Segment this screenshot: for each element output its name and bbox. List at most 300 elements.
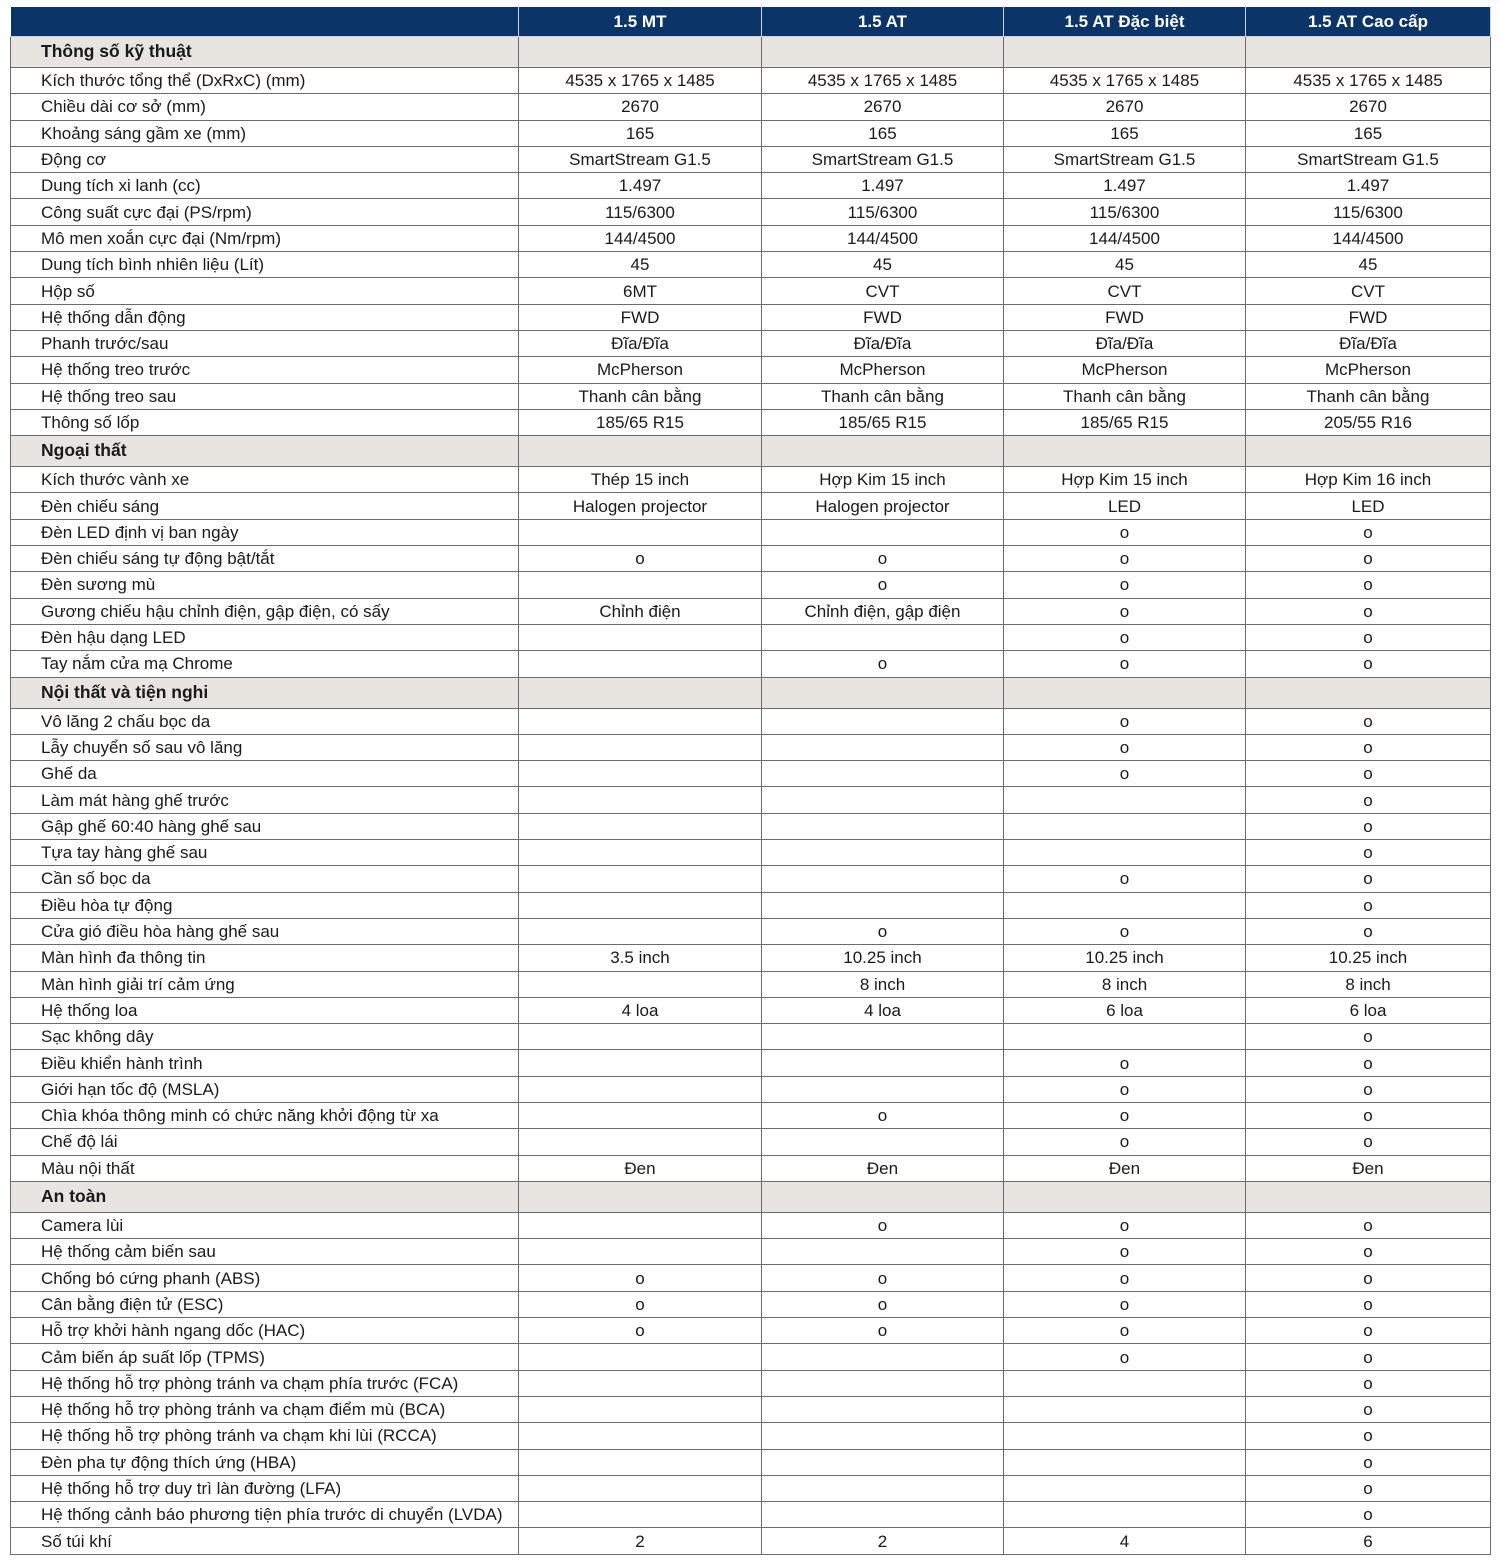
feature-available-mark: o (519, 1291, 762, 1317)
row-value: 165 (1246, 120, 1491, 146)
table-row (11, 761, 1491, 787)
feature-available-mark: o (1004, 1050, 1246, 1076)
table-row (11, 598, 1491, 624)
row-value (519, 734, 762, 760)
row-value (519, 1076, 762, 1102)
row-label: Phanh trước/sau (11, 330, 519, 356)
table-row (11, 68, 1491, 94)
feature-available-mark: o (1246, 1239, 1491, 1265)
section-blank-cell (1004, 677, 1246, 708)
row-label: Cảm biến áp suất lốp (TPMS) (11, 1344, 519, 1370)
row-value: LED (1246, 493, 1491, 519)
feature-available-mark: o (1246, 787, 1491, 813)
row-value: 45 (519, 252, 762, 278)
feature-available-mark: o (1246, 1344, 1491, 1370)
feature-available-mark: o (1004, 1129, 1246, 1155)
row-label: Chống bó cứng phanh (ABS) (11, 1265, 519, 1291)
row-value: Đĩa/Đĩa (762, 330, 1004, 356)
feature-available-mark: o (1004, 918, 1246, 944)
row-label: Camera lùi (11, 1212, 519, 1238)
row-value: 8 inch (1004, 971, 1246, 997)
row-value (1004, 1370, 1246, 1396)
feature-available-mark: o (1246, 1212, 1491, 1238)
row-value (762, 1050, 1004, 1076)
table-row (11, 519, 1491, 545)
row-value (519, 708, 762, 734)
row-label: Cân bằng điện tử (ESC) (11, 1291, 519, 1317)
feature-available-mark: o (1246, 1370, 1491, 1396)
row-value: 144/4500 (1004, 225, 1246, 251)
row-value (762, 813, 1004, 839)
row-value (519, 918, 762, 944)
row-label: Dung tích bình nhiên liệu (Lít) (11, 252, 519, 278)
row-value (762, 866, 1004, 892)
row-value: CVT (762, 278, 1004, 304)
feature-available-mark: o (762, 1291, 1004, 1317)
feature-available-mark: o (1246, 892, 1491, 918)
row-value: 165 (519, 120, 762, 146)
row-value: McPherson (519, 357, 762, 383)
row-value: 8 inch (762, 971, 1004, 997)
row-value: 8 inch (1246, 971, 1491, 997)
section-header-row (11, 37, 1491, 68)
row-value: 1.497 (762, 173, 1004, 199)
row-value (519, 892, 762, 918)
row-label: Màn hình đa thông tin (11, 945, 519, 971)
row-value: 45 (762, 252, 1004, 278)
row-value (762, 1370, 1004, 1396)
table-row (11, 1050, 1491, 1076)
feature-available-mark: o (1246, 1291, 1491, 1317)
row-value: Thanh cân bằng (1004, 383, 1246, 409)
table-row (11, 971, 1491, 997)
row-label: Giới hạn tốc độ (MSLA) (11, 1076, 519, 1102)
feature-available-mark: o (1246, 624, 1491, 650)
row-value: Thanh cân bằng (1246, 383, 1491, 409)
row-value (762, 1129, 1004, 1155)
header-row (11, 7, 1491, 37)
table-row (11, 1155, 1491, 1181)
row-value: McPherson (1246, 357, 1491, 383)
row-label: Cần số bọc da (11, 866, 519, 892)
row-value: 6 (1246, 1528, 1491, 1554)
spec-comparison-table (10, 7, 1491, 1555)
row-value: 115/6300 (519, 199, 762, 225)
table-row (11, 199, 1491, 225)
table-row (11, 624, 1491, 650)
table-row (11, 866, 1491, 892)
row-value (1004, 1423, 1246, 1449)
table-row (11, 997, 1491, 1023)
header-variant-1-5-at-dac-biet: 1.5 AT Đặc biệt (1004, 7, 1246, 37)
header-variant-1-5-at: 1.5 AT (762, 7, 1004, 37)
row-value (762, 734, 1004, 760)
row-value: 115/6300 (762, 199, 1004, 225)
table-row (11, 945, 1491, 971)
row-value (519, 1475, 762, 1501)
table-row (11, 252, 1491, 278)
row-value: FWD (762, 304, 1004, 330)
row-value (519, 813, 762, 839)
table-row (11, 1449, 1491, 1475)
feature-available-mark: o (1246, 840, 1491, 866)
section-blank-cell (1246, 37, 1491, 68)
row-label: Hệ thống hỗ trợ phòng tránh va chạm khi lùi (RCCA) (11, 1423, 519, 1449)
row-value: 144/4500 (1246, 225, 1491, 251)
row-value (1004, 1449, 1246, 1475)
row-value: SmartStream G1.5 (762, 146, 1004, 172)
table-row (11, 1129, 1491, 1155)
table-row (11, 467, 1491, 493)
row-value: 144/4500 (519, 225, 762, 251)
row-value: 165 (762, 120, 1004, 146)
row-value: LED (1004, 493, 1246, 519)
row-label: Chìa khóa thông minh có chức năng khởi động từ xa (11, 1102, 519, 1128)
row-value (762, 708, 1004, 734)
row-value: 4535 x 1765 x 1485 (1004, 68, 1246, 94)
row-value (519, 1024, 762, 1050)
table-row (11, 1102, 1491, 1128)
table-row (11, 787, 1491, 813)
table-row (11, 918, 1491, 944)
row-value: 3.5 inch (519, 945, 762, 971)
feature-available-mark: o (1004, 519, 1246, 545)
feature-available-mark: o (519, 546, 762, 572)
row-value (519, 1129, 762, 1155)
table-row (11, 304, 1491, 330)
table-row (11, 1502, 1491, 1528)
row-value (519, 624, 762, 650)
row-label: Hệ thống cảm biến sau (11, 1239, 519, 1265)
row-label: Mô men xoắn cực đại (Nm/rpm) (11, 225, 519, 251)
table-row (11, 330, 1491, 356)
row-label: Cửa gió điều hòa hàng ghế sau (11, 918, 519, 944)
row-value: 4535 x 1765 x 1485 (1246, 68, 1491, 94)
table-row (11, 1024, 1491, 1050)
row-value (762, 761, 1004, 787)
row-label: Điều hòa tự động (11, 892, 519, 918)
row-value: Hợp Kim 16 inch (1246, 467, 1491, 493)
table-row (11, 120, 1491, 146)
row-value: Hợp Kim 15 inch (762, 467, 1004, 493)
section-blank-cell (1246, 436, 1491, 467)
feature-available-mark: o (1246, 813, 1491, 839)
row-label: Động cơ (11, 146, 519, 172)
row-label: Hệ thống cảnh báo phương tiện phía trước di chuyển (LVDA) (11, 1502, 519, 1528)
feature-available-mark: o (1246, 708, 1491, 734)
feature-available-mark: o (762, 918, 1004, 944)
feature-available-mark: o (1246, 1423, 1491, 1449)
table-row (11, 840, 1491, 866)
row-value (1004, 1475, 1246, 1501)
feature-available-mark: o (762, 651, 1004, 677)
row-value: SmartStream G1.5 (1004, 146, 1246, 172)
feature-available-mark: o (1246, 1024, 1491, 1050)
row-value: 4535 x 1765 x 1485 (762, 68, 1004, 94)
table-row (11, 1370, 1491, 1396)
feature-available-mark: o (1246, 572, 1491, 598)
table-row (11, 813, 1491, 839)
section-blank-cell (519, 436, 762, 467)
feature-available-mark: o (1004, 1265, 1246, 1291)
feature-available-mark: o (1004, 1344, 1246, 1370)
row-label: Dung tích xi lanh (cc) (11, 173, 519, 199)
row-value: Thanh cân bằng (762, 383, 1004, 409)
feature-available-mark: o (1246, 734, 1491, 760)
row-value (519, 840, 762, 866)
table-row (11, 1291, 1491, 1317)
row-value: 165 (1004, 120, 1246, 146)
feature-available-mark: o (1246, 866, 1491, 892)
section-blank-cell (519, 37, 762, 68)
row-value: 2670 (1004, 94, 1246, 120)
section-title: Nội thất và tiện nghi (11, 677, 519, 708)
feature-available-mark: o (1246, 1102, 1491, 1128)
row-label: Đèn hậu dạng LED (11, 624, 519, 650)
row-value: 2670 (1246, 94, 1491, 120)
row-value: 2670 (762, 94, 1004, 120)
row-value (1004, 813, 1246, 839)
row-label: Tựa tay hàng ghế sau (11, 840, 519, 866)
feature-available-mark: o (1004, 1318, 1246, 1344)
row-value: Đĩa/Đĩa (519, 330, 762, 356)
row-value: 45 (1004, 252, 1246, 278)
table-row (11, 225, 1491, 251)
feature-available-mark: o (1246, 1129, 1491, 1155)
feature-available-mark: o (1246, 651, 1491, 677)
row-label: Gương chiếu hậu chỉnh điện, gập điện, có sấy (11, 598, 519, 624)
row-value: 185/65 R15 (1004, 409, 1246, 435)
row-value (519, 1449, 762, 1475)
row-label: Ghế da (11, 761, 519, 787)
table-row (11, 1344, 1491, 1370)
row-value: 45 (1246, 252, 1491, 278)
table-row (11, 173, 1491, 199)
row-value: Đen (519, 1155, 762, 1181)
header-variant-1-5-mt: 1.5 MT (519, 7, 762, 37)
row-value (762, 1024, 1004, 1050)
table-row (11, 383, 1491, 409)
row-value: 1.497 (1004, 173, 1246, 199)
row-value (762, 1076, 1004, 1102)
row-label: Hộp số (11, 278, 519, 304)
row-value: FWD (1004, 304, 1246, 330)
feature-available-mark: o (1004, 598, 1246, 624)
row-value: 2 (762, 1528, 1004, 1554)
row-value: 10.25 inch (1246, 945, 1491, 971)
table-row (11, 1475, 1491, 1501)
row-label: Hệ thống treo trước (11, 357, 519, 383)
section-header-row (11, 677, 1491, 708)
row-value: 2 (519, 1528, 762, 1554)
table-row (11, 734, 1491, 760)
row-value (1004, 840, 1246, 866)
row-value: FWD (1246, 304, 1491, 330)
row-label: Sạc không dây (11, 1024, 519, 1050)
section-title: An toàn (11, 1181, 519, 1212)
row-label: Đèn sương mù (11, 572, 519, 598)
feature-available-mark: o (1246, 546, 1491, 572)
row-label: Hệ thống hỗ trợ phòng tránh va chạm điểm mù (BCA) (11, 1396, 519, 1422)
section-blank-cell (762, 37, 1004, 68)
section-blank-cell (1004, 1181, 1246, 1212)
row-value: 185/65 R15 (762, 409, 1004, 435)
table-row (11, 94, 1491, 120)
row-value (519, 651, 762, 677)
feature-available-mark: o (1004, 761, 1246, 787)
row-value: Đen (1004, 1155, 1246, 1181)
row-label: Chiều dài cơ sở (mm) (11, 94, 519, 120)
feature-available-mark: o (762, 1318, 1004, 1344)
section-header-row (11, 436, 1491, 467)
feature-available-mark: o (1004, 1076, 1246, 1102)
feature-available-mark: o (1246, 1265, 1491, 1291)
feature-available-mark: o (1246, 519, 1491, 545)
row-label: Màn hình giải trí cảm ứng (11, 971, 519, 997)
section-blank-cell (1246, 677, 1491, 708)
row-value (519, 866, 762, 892)
feature-available-mark: o (762, 572, 1004, 598)
row-value (762, 1502, 1004, 1528)
row-value: 1.497 (1246, 173, 1491, 199)
table-row (11, 409, 1491, 435)
row-label: Đèn chiếu sáng tự động bật/tắt (11, 546, 519, 572)
row-label: Đèn pha tự động thích ứng (HBA) (11, 1449, 519, 1475)
feature-available-mark: o (1246, 598, 1491, 624)
row-value (519, 1370, 762, 1396)
row-label: Chế độ lái (11, 1129, 519, 1155)
row-label: Vô lăng 2 chấu bọc da (11, 708, 519, 734)
row-value: 10.25 inch (1004, 945, 1246, 971)
row-value (762, 892, 1004, 918)
row-label: Khoảng sáng gầm xe (mm) (11, 120, 519, 146)
row-value (519, 971, 762, 997)
feature-available-mark: o (1246, 1076, 1491, 1102)
row-value: 4 (1004, 1528, 1246, 1554)
row-label: Màu nội thất (11, 1155, 519, 1181)
table-row (11, 278, 1491, 304)
row-value: Chỉnh điện, gập điện (762, 598, 1004, 624)
section-blank-cell (519, 677, 762, 708)
row-value (519, 1502, 762, 1528)
row-value (762, 840, 1004, 866)
row-value: Thanh cân bằng (519, 383, 762, 409)
row-value: 6 loa (1004, 997, 1246, 1023)
table-row (11, 892, 1491, 918)
row-value: CVT (1004, 278, 1246, 304)
feature-available-mark: o (1246, 1050, 1491, 1076)
row-label: Số túi khí (11, 1528, 519, 1554)
row-value (519, 787, 762, 813)
row-value: 115/6300 (1246, 199, 1491, 225)
row-value: Thép 15 inch (519, 467, 762, 493)
feature-available-mark: o (519, 1265, 762, 1291)
row-value (519, 519, 762, 545)
table-row (11, 493, 1491, 519)
feature-available-mark: o (1004, 651, 1246, 677)
feature-available-mark: o (1004, 1239, 1246, 1265)
feature-available-mark: o (1246, 1396, 1491, 1422)
row-value: Hợp Kim 15 inch (1004, 467, 1246, 493)
feature-available-mark: o (1246, 1502, 1491, 1528)
row-label: Hệ thống hỗ trợ duy trì làn đường (LFA) (11, 1475, 519, 1501)
row-label: Lẫy chuyển số sau vô lăng (11, 734, 519, 760)
table-row (11, 1239, 1491, 1265)
feature-available-mark: o (762, 1102, 1004, 1128)
row-label: Gập ghế 60:40 hàng ghế sau (11, 813, 519, 839)
row-value (519, 572, 762, 598)
row-value: 2670 (519, 94, 762, 120)
row-value (1004, 787, 1246, 813)
row-value: 144/4500 (762, 225, 1004, 251)
section-blank-cell (519, 1181, 762, 1212)
row-value (519, 1423, 762, 1449)
row-value: 6MT (519, 278, 762, 304)
table-row (11, 651, 1491, 677)
row-value: 10.25 inch (762, 945, 1004, 971)
row-value (1004, 892, 1246, 918)
row-value (519, 761, 762, 787)
feature-available-mark: o (1004, 1291, 1246, 1317)
row-value: Đĩa/Đĩa (1246, 330, 1491, 356)
row-value (519, 1102, 762, 1128)
row-value: SmartStream G1.5 (1246, 146, 1491, 172)
row-value (519, 1344, 762, 1370)
row-value: 4535 x 1765 x 1485 (519, 68, 762, 94)
row-value: McPherson (1004, 357, 1246, 383)
row-value: 6 loa (1246, 997, 1491, 1023)
table-row (11, 357, 1491, 383)
table-body (11, 37, 1491, 1555)
feature-available-mark: o (762, 1265, 1004, 1291)
header-blank-cell (11, 7, 519, 37)
row-value: Chỉnh điện (519, 598, 762, 624)
table-row (11, 1212, 1491, 1238)
row-label: Hệ thống loa (11, 997, 519, 1023)
row-value (762, 1239, 1004, 1265)
feature-available-mark: o (1004, 708, 1246, 734)
feature-available-mark: o (1246, 1318, 1491, 1344)
section-header-row (11, 1181, 1491, 1212)
table-row (11, 1265, 1491, 1291)
row-value (762, 787, 1004, 813)
row-value: Đĩa/Đĩa (1004, 330, 1246, 356)
row-label: Thông số lốp (11, 409, 519, 435)
table-row (11, 1528, 1491, 1554)
table-row (11, 708, 1491, 734)
row-label: Kích thước tổng thể (DxRxC) (mm) (11, 68, 519, 94)
section-blank-cell (762, 436, 1004, 467)
row-value (762, 1344, 1004, 1370)
row-value (762, 1423, 1004, 1449)
feature-available-mark: o (1004, 1212, 1246, 1238)
section-blank-cell (762, 1181, 1004, 1212)
row-value: 185/65 R15 (519, 409, 762, 435)
row-value (762, 1396, 1004, 1422)
table-row (11, 1318, 1491, 1344)
feature-available-mark: o (1246, 1475, 1491, 1501)
row-value (1004, 1024, 1246, 1050)
table-row (11, 1396, 1491, 1422)
feature-available-mark: o (1246, 918, 1491, 944)
row-value (519, 1050, 762, 1076)
row-value: Đen (1246, 1155, 1491, 1181)
feature-available-mark: o (1004, 546, 1246, 572)
row-label: Đèn chiếu sáng (11, 493, 519, 519)
row-value (519, 1396, 762, 1422)
row-value (762, 1449, 1004, 1475)
section-blank-cell (1246, 1181, 1491, 1212)
